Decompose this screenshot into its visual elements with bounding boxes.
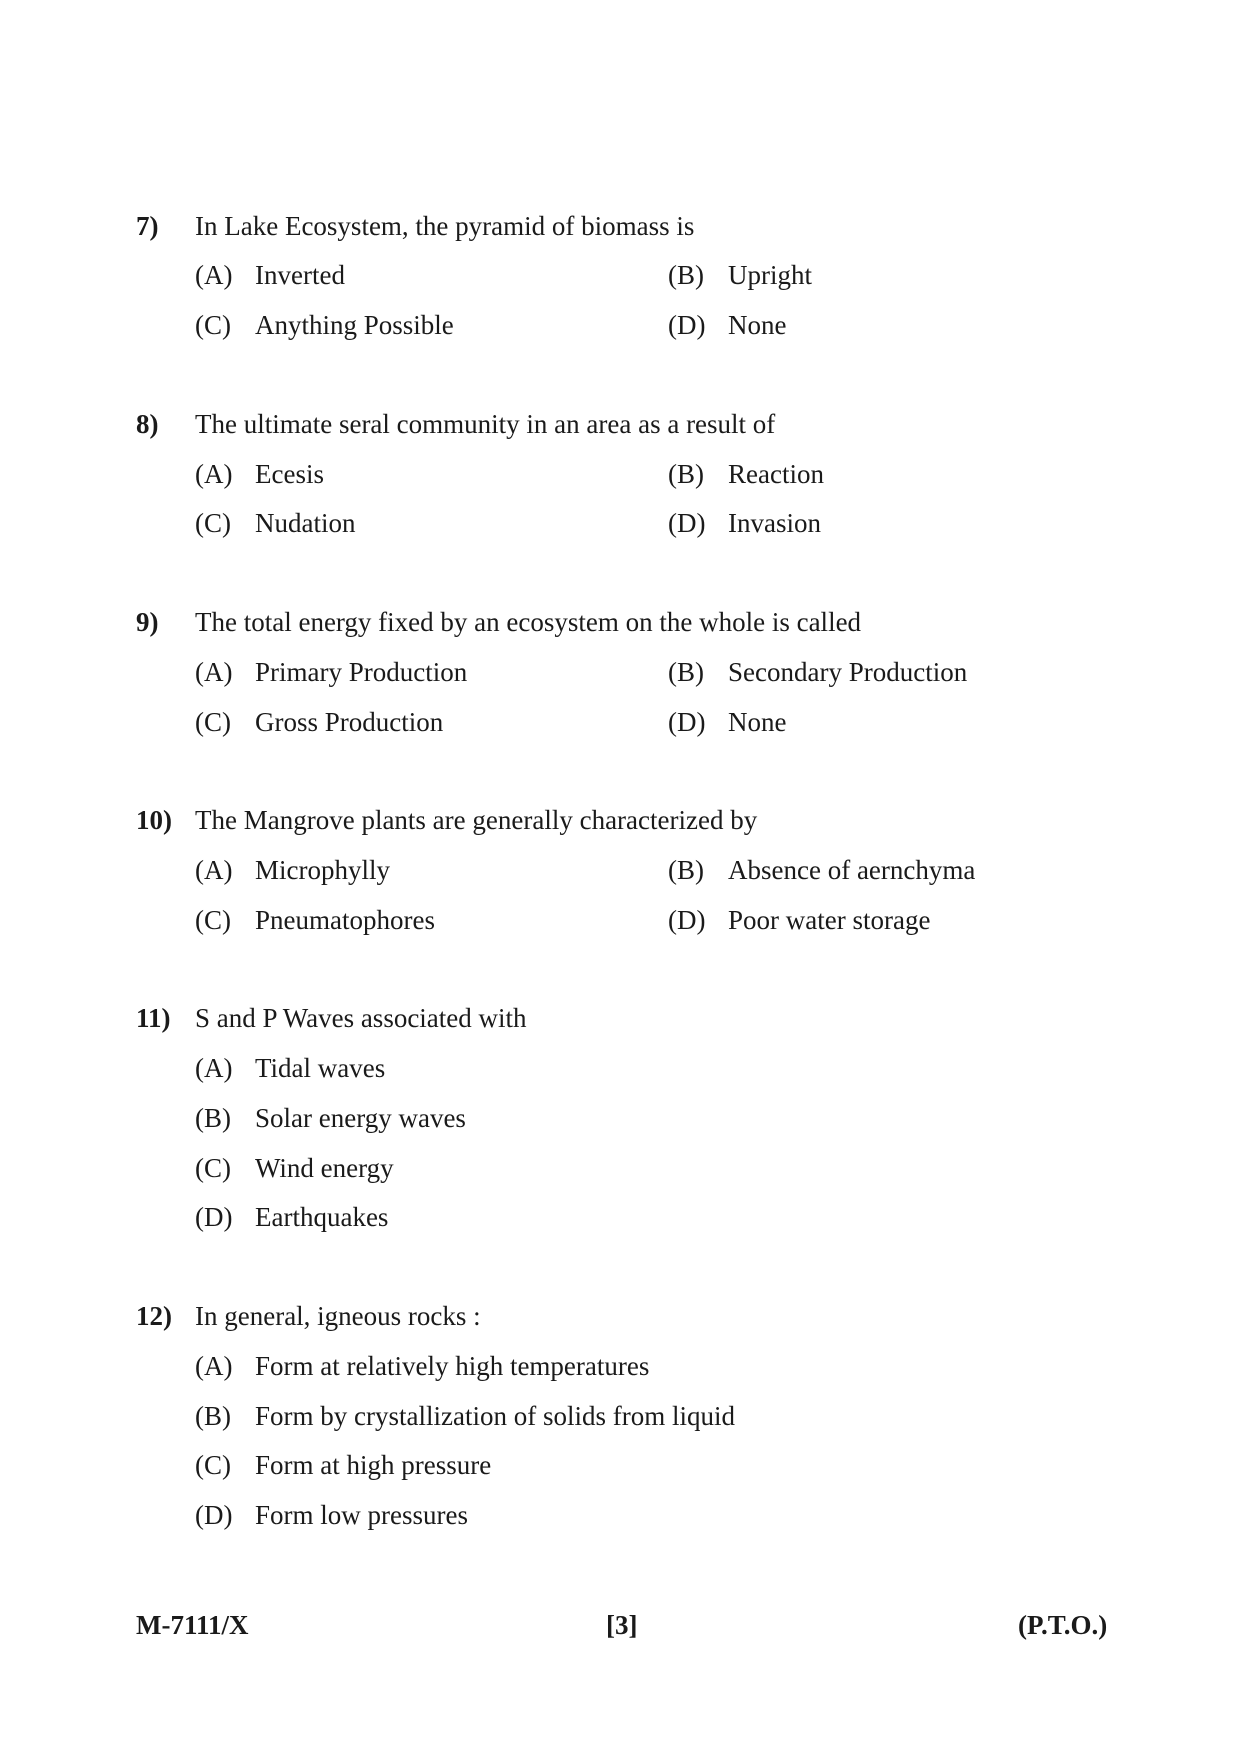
question-11-option-b (195, 1101, 466, 1135)
option-text: Form at relatively high temperatures (255, 1351, 650, 1381)
option-letter: (A) (195, 855, 233, 885)
option-text: None (728, 310, 787, 340)
question-12-option-c (195, 1448, 491, 1482)
question-8-option-a (195, 457, 324, 491)
question-9-option-a (195, 655, 467, 689)
question-8-option-b (668, 457, 824, 491)
question-12-option-a (195, 1349, 649, 1383)
option-text: Wind energy (255, 1153, 394, 1183)
option-letter: (D) (668, 905, 706, 935)
option-letter: (C) (195, 1450, 231, 1480)
option-text: Ecesis (255, 459, 324, 489)
question-11-option-c (195, 1151, 394, 1185)
question-10-option-b (668, 853, 975, 887)
question-8-text: The ultimate seral community in an area as a result of (195, 409, 776, 439)
page-number: [3] (606, 1610, 638, 1640)
paper-code: M-7111/X (136, 1610, 249, 1640)
question-7-option-a (195, 258, 345, 292)
option-letter: (D) (195, 1202, 233, 1232)
question-9-option-b (668, 655, 967, 689)
option-letter: (C) (195, 905, 231, 935)
option-letter: (C) (195, 1153, 231, 1183)
option-letter: (D) (668, 508, 706, 538)
option-letter: (A) (195, 657, 233, 687)
question-9-option-d (668, 705, 786, 739)
question-11-number: 11) (136, 1003, 171, 1033)
question-8-number: 8) (136, 409, 159, 439)
option-text: Gross Production (255, 707, 444, 737)
question-11-option-a (195, 1051, 385, 1085)
question-7-option-c (195, 308, 454, 342)
option-text: Solar energy waves (255, 1103, 466, 1133)
option-text: Microphylly (255, 855, 390, 885)
option-letter: (C) (195, 310, 231, 340)
option-text: Form by crystallization of solids from liquid (255, 1401, 735, 1431)
question-10-option-c (195, 903, 435, 937)
option-letter: (C) (195, 707, 231, 737)
option-text: Form at high pressure (255, 1450, 492, 1480)
question-8-option-c (195, 506, 356, 540)
option-letter: (B) (668, 260, 704, 290)
question-7-number: 7) (136, 211, 159, 241)
question-12-option-d (195, 1498, 468, 1532)
option-text: None (728, 707, 787, 737)
question-12-option-b (195, 1399, 735, 1433)
option-letter: (A) (195, 1351, 233, 1381)
option-letter: (B) (668, 657, 704, 687)
option-text: Upright (728, 260, 812, 290)
option-text: Earthquakes (255, 1202, 389, 1232)
question-9-number: 9) (136, 607, 159, 637)
option-letter: (D) (668, 707, 706, 737)
option-text: Secondary Production (728, 657, 968, 687)
option-letter: (C) (195, 508, 231, 538)
option-letter: (A) (195, 459, 233, 489)
question-9-text: The total energy fixed by an ecosystem on the whole is called (195, 607, 862, 637)
option-letter: (B) (195, 1103, 231, 1133)
option-text: Invasion (728, 508, 821, 538)
option-letter: (B) (195, 1401, 231, 1431)
question-10-option-a (195, 853, 390, 887)
option-letter: (B) (668, 855, 704, 885)
option-letter: (B) (668, 459, 704, 489)
question-8-option-d (668, 506, 821, 540)
option-text: Primary Production (255, 657, 468, 687)
question-10-number: 10) (136, 805, 172, 835)
question-7-option-d (668, 308, 786, 342)
option-text: Reaction (728, 459, 824, 489)
option-letter: (D) (195, 1500, 233, 1530)
option-text: Form low pressures (255, 1500, 468, 1530)
question-7-text: In Lake Ecosystem, the pyramid of biomass is (195, 211, 695, 241)
option-text: Pneumatophores (255, 905, 435, 935)
question-11-option-d (195, 1200, 388, 1234)
option-text: Nudation (255, 508, 356, 538)
option-letter: (D) (668, 310, 706, 340)
option-letter: (A) (195, 1053, 233, 1083)
option-text: Inverted (255, 260, 345, 290)
question-7-option-b (668, 258, 812, 292)
option-text: Anything Possible (255, 310, 454, 340)
question-11-text: S and P Waves associated with (195, 1003, 527, 1033)
option-text: Tidal waves (255, 1053, 386, 1083)
question-12-number: 12) (136, 1301, 172, 1331)
question-12-text: In general, igneous rocks : (195, 1301, 481, 1331)
option-letter: (A) (195, 260, 233, 290)
option-text: Absence of aernchyma (728, 855, 976, 885)
question-9-option-c (195, 705, 443, 739)
question-10-option-d (668, 903, 930, 937)
question-10-text: The Mangrove plants are generally characterized by (195, 805, 758, 835)
please-turn-over: (P.T.O.) (1018, 1610, 1108, 1640)
option-text: Poor water storage (728, 905, 931, 935)
